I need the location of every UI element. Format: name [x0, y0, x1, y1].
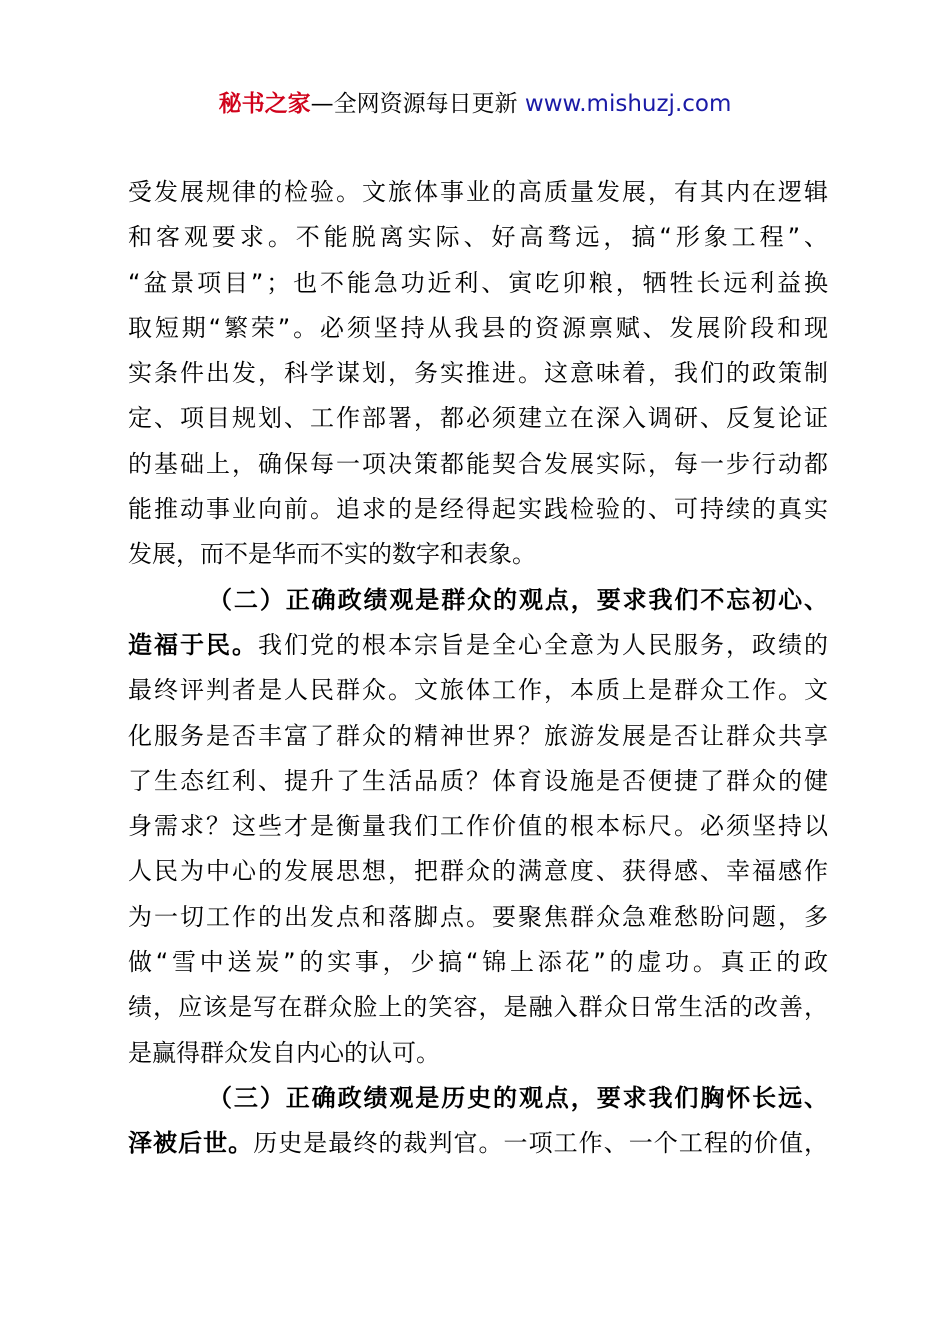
document-body — [128, 170, 832, 1167]
paragraph-line — [128, 1121, 828, 1166]
paragraph-line: 化服务是否丰富了群众的精神世界？旅游发展是否让群众共享 — [128, 721, 830, 750]
paragraph-line: 身需求？这些才是衡量我们工作价值的根本标尺。必须坚持以 — [128, 812, 830, 841]
paragraph-line: 发展，而不是华而不实的数字和表象。 — [128, 540, 536, 569]
section-heading: （三）正确政绩观是历史的观点，要求我们胸怀长远、 — [208, 1083, 830, 1112]
paragraph-line: “盆景项目”；也不能急功近利、寅吃卯粮，牺牲长远利益换 — [128, 268, 831, 297]
section-heading: （二）正确政绩观是群众的观点，要求我们不忘初心、 — [208, 585, 830, 614]
site-url[interactable]: www.mishuzj.com — [517, 91, 732, 117]
paragraph-line: 了生态红利、提升了生活品质？体育设施是否便捷了群众的健 — [128, 766, 830, 795]
paragraph-line: 为一切工作的出发点和落脚点。要聚焦群众急难愁盼问题，多 — [128, 902, 830, 931]
paragraph-line: 是赢得群众发自内心的认可。 — [128, 1038, 440, 1067]
site-tagline: —全网资源每日更新 — [310, 91, 518, 117]
site-header — [0, 88, 950, 120]
paragraph-line: 定、项目规划、工作部署，都必须建立在深入调研、反复论证 — [128, 404, 830, 433]
paragraph-line: 取短期“繁荣”。必须坚持从我县的资源禀赋、发展阶段和现 — [128, 313, 831, 342]
site-brand: 秘书之家 — [218, 91, 311, 117]
section-heading-line — [128, 578, 828, 623]
paragraph-line: 和客观要求。不能脱离实际、好高骛远，搞“形象工程”、 — [128, 223, 832, 252]
paragraph-line: 实条件出发，科学谋划，务实推进。这意味着，我们的政策制 — [128, 359, 830, 388]
paragraph-line: 的基础上，确保每一项决策都能契合发展实际，每一步行动都 — [128, 449, 830, 478]
paragraph-line: 能推动事业向前。追求的是经得起实践检验的、可持续的真实 — [128, 495, 830, 524]
paragraph-text: 我们党的根本宗旨是全心全意为人民服务，政绩的 — [258, 630, 830, 659]
section-heading: 造福于民。 — [128, 630, 258, 659]
paragraph-line — [128, 623, 828, 668]
paragraph-line: 受发展规律的检验。文旅体事业的高质量发展，有其内在逻辑 — [128, 178, 830, 206]
paragraph-line: 绩，应该是写在群众脸上的笑容，是融入群众日常生活的改善， — [128, 993, 830, 1022]
paragraph — [128, 1076, 828, 1167]
paragraph — [128, 170, 832, 578]
paragraph-line: 做“雪中送炭”的实事，少搞“锦上添花”的虚功。真正的政 — [128, 948, 832, 977]
paragraph-line: 最终评判者是人民群众。文旅体工作，本质上是群众工作。文 — [128, 676, 830, 705]
paragraph — [128, 578, 832, 1076]
section-heading: 泽被后世。 — [128, 1129, 254, 1158]
paragraph-text: 历史是最终的裁判官。一项工作、一个工程的价值， — [253, 1129, 830, 1158]
paragraph-line: 人民为中心的发展思想，把群众的满意度、获得感、幸福感作 — [128, 857, 830, 886]
section-heading-line — [128, 1076, 828, 1121]
